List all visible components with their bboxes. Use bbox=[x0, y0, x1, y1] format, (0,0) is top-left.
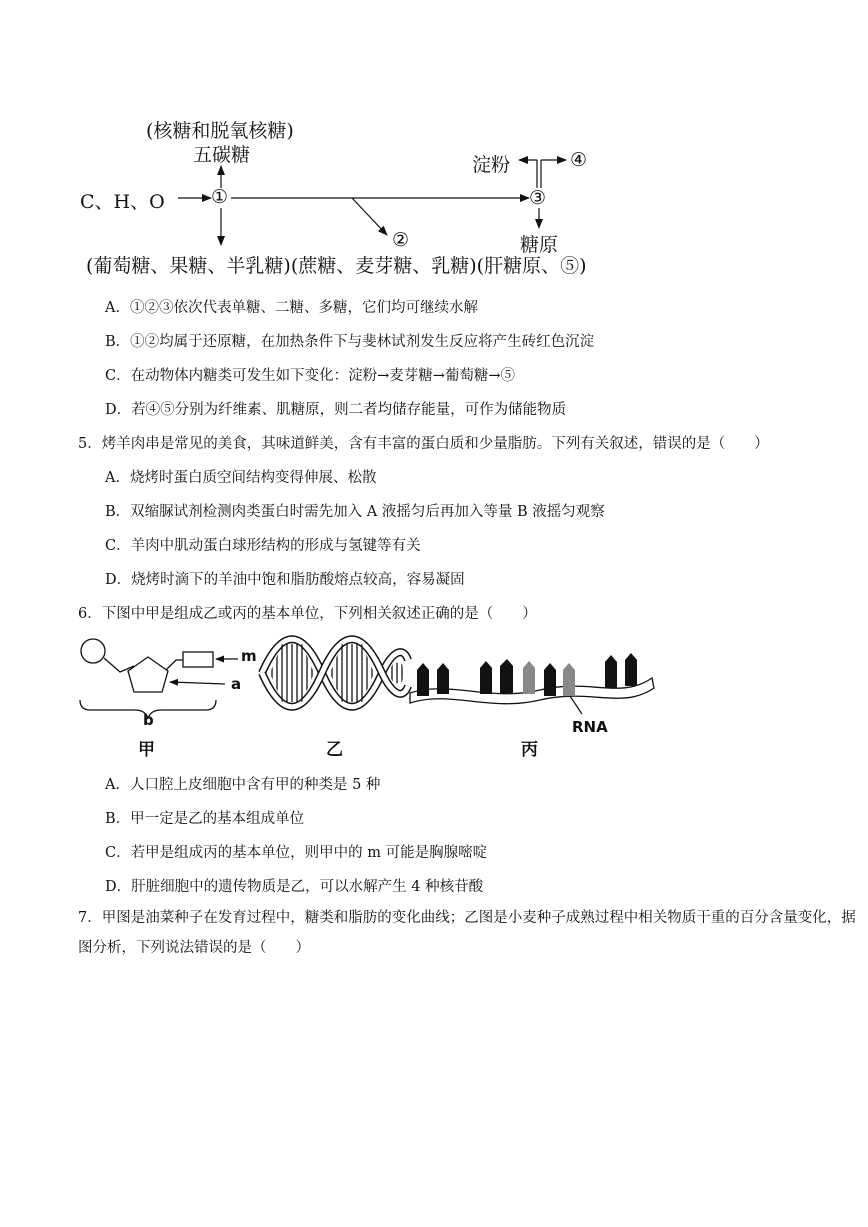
q6-option-a[interactable]: A．人口腔上皮细胞中含有甲的种类是 5 种 bbox=[105, 777, 381, 793]
base-icon bbox=[183, 652, 213, 667]
q5-option-c[interactable]: C．羊肉中肌动蛋白球形结构的形成与氢键等有关 bbox=[105, 538, 421, 554]
dna-helix-yi bbox=[262, 639, 408, 707]
q4-option-a[interactable]: A．①②③依次代表单糖、二糖、多糖，它们均可继续水解 bbox=[105, 300, 478, 316]
nucleic-acid-figure bbox=[0, 630, 868, 760]
phosphate-icon bbox=[81, 639, 105, 663]
q7-stem: 7．甲图是油菜种子在发育过程中，糖类和脂肪的变化曲线；乙图是小麦种子成熟过程中相关物质干重的百分含量变化，据图分析，下列说法错误的是（ ） bbox=[78, 910, 856, 956]
q5-option-d[interactable]: D．烧烤时滴下的羊油中饱和脂肪酸熔点较高，容易凝固 bbox=[105, 572, 465, 588]
fig-label-bing: 丙 bbox=[521, 740, 538, 760]
fig-label-jia: 甲 bbox=[138, 740, 155, 760]
q5-option-b[interactable]: B．双缩脲试剂检测肉类蛋白时需先加入 A 液摇匀后再加入等量 B 液摇匀观察 bbox=[105, 504, 605, 520]
q5-stem: 5．烤羊肉串是常见的美食，其味道鲜美，含有丰富的蛋白质和少量脂肪。下列有关叙述，错误的是（ ） bbox=[78, 436, 769, 452]
fig-label-yi: 乙 bbox=[326, 740, 343, 760]
node-1: ① bbox=[211, 186, 229, 208]
glycogen-label: 糖原 bbox=[520, 234, 559, 256]
fig-label-a: a bbox=[231, 675, 242, 693]
q6-option-d[interactable]: D．肝脏细胞中的遗传物质是乙，可以水解产生 4 种核苷酸 bbox=[105, 879, 484, 895]
node-2: ② bbox=[392, 229, 410, 251]
q6-option-c[interactable]: C．若甲是组成丙的基本单位，则甲中的 m 可能是胸腺嘧啶 bbox=[105, 845, 488, 861]
bottom-sugar-label: (葡萄糖、果糖、半乳糖)(蔗糖、麦芽糖、乳糖)(肝糖原、⑤) bbox=[86, 255, 587, 277]
q6-option-b[interactable]: B．甲一定是乙的基本组成单位 bbox=[105, 811, 305, 827]
q5-option-a[interactable]: A．烧烤时蛋白质空间结构变得伸展、松散 bbox=[105, 470, 377, 486]
fig-label-rna: RNA bbox=[572, 718, 608, 736]
node-4: ④ bbox=[570, 149, 588, 171]
pentose-icon bbox=[128, 657, 168, 692]
pentose-paren-label: (核糖和脱氧核糖) bbox=[146, 120, 294, 142]
q4-option-c[interactable]: C．在动物体内糖类可发生如下变化：淀粉→麦芽糖→葡萄糖→⑤ bbox=[105, 368, 516, 384]
arrow-to-2 bbox=[352, 198, 387, 235]
sugar-diagram-arrows bbox=[0, 0, 868, 290]
q4-option-b[interactable]: B．①②均属于还原糖，在加热条件下与斐林试剂发生反应将产生砖红色沉淀 bbox=[105, 334, 595, 350]
q4-option-d[interactable]: D．若④⑤分别为纤维素、肌糖原，则二者均储存能量，可作为储能物质 bbox=[105, 402, 567, 418]
starch-label: 淀粉 bbox=[472, 154, 511, 176]
pentose-label: 五碳糖 bbox=[193, 144, 251, 166]
fig-label-b: b bbox=[143, 711, 154, 729]
node-3: ③ bbox=[529, 187, 547, 209]
q6-stem: 6．下图中甲是组成乙或丙的基本单位，下列相关叙述正确的是（ ） bbox=[78, 606, 537, 622]
rna-strand-bing bbox=[410, 653, 654, 714]
fig-label-m: m bbox=[241, 647, 257, 665]
element-label: C、H、O bbox=[80, 191, 165, 213]
nucleotide-jia bbox=[80, 639, 238, 718]
